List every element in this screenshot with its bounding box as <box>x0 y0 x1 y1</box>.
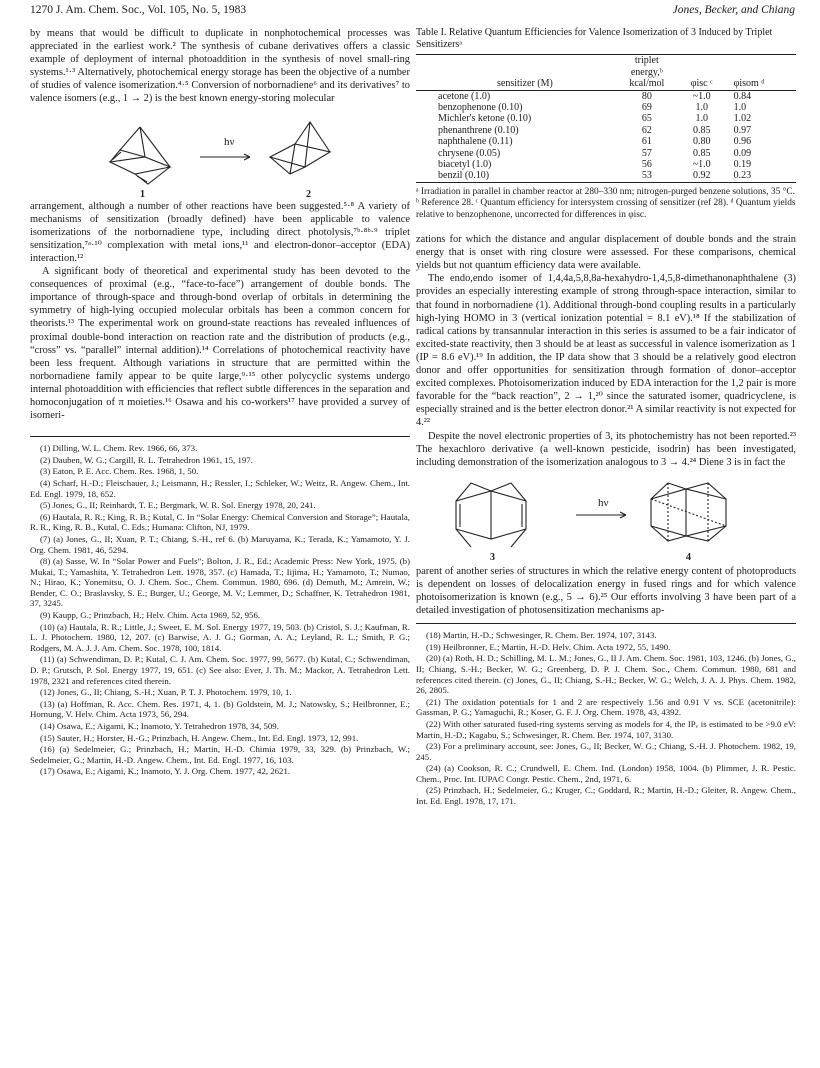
col-header-energy-1: triplet <box>614 55 680 67</box>
table-cell: acetone (1.0) <box>438 90 491 102</box>
table-cell: Michler's ketone (0.10) <box>438 113 532 125</box>
table-cell: 0.84 <box>733 90 752 102</box>
reference: (7) (a) Jones, G., II; Xuan, P. T.; Chiang, S.-H., ref 6. (b) Maruyama, K.; Terada, K.; Yamamoto, Y. J. Org. Chem. 1981, 46, 5294. <box>30 533 410 555</box>
table-cell: benzil (0.10) <box>416 170 614 182</box>
col-header-sensitizer: sensitizer (M) <box>416 78 614 90</box>
col-header-isom: φisom ᵈ <box>724 78 796 90</box>
table-cell: 65 <box>641 113 652 125</box>
left-paragraph-3: A significant body of theoretical and experimental study has been devoted to the consequences of proximal (e.g., “face-to-face”) arrangement of double bonds. The importance of through-space and through-bond overlap of orbitals in determining the symmetry of high-lying occupied molecular orbitals has been a common concern for theorists.¹³ The experimental work on ground-state reactions has revealed influences of proximal double-bond interaction on reaction rate and the distribution of products (e.g., “cross” vs. “parallel” internal addition).¹⁴ Correlations of photochemical reactivity have been less frequent. Although variations in structure that are permitted within the norbornadiene family appear to be quite large,⁹·¹⁵ other polycyclic systems undergo internal photoaddition with efficiencies that reflect subtle differences in the separation and homoconjugation of π moieties.¹⁶ Osawa and his co-workers¹⁷ have provided a survey of isomeri- <box>30 266 410 422</box>
reference: (13) (a) Hoffman, R. Acc. Chem. Res. 1971, 4, 1. (b) Goldstein, M. J.; Natowsky, S.; Heilbronner, E.; Hornung, V. Helv. Chim. Acta 1973, 56, 294. <box>30 698 410 720</box>
right-paragraph-1: zations for which the distance and angular displacement of double bonds and the strain energy that is onset with ring closure were assessed. For these comparisons, chemical yields but not quantum efficiency data were available. <box>416 234 796 272</box>
footnote-rule <box>416 623 796 624</box>
compound-label-3: 3 <box>490 551 495 563</box>
reference: (18) Martin, H.-D.; Schwesinger, R. Chem. Ber. 1974, 107, 3143. <box>426 630 657 641</box>
quantum-efficiency-table <box>416 54 796 182</box>
table-cell: 1.02 <box>733 113 752 125</box>
reference: (24) (a) Cookson, R. C.; Crundwell, E. Chem. Ind. (London) 1958, 1004. (b) Plimmer, J. R. Pestic. Chem., Proc. Int. IUPAC Congr. Pestic. Chem., 2nd, 1971, 6. <box>416 763 796 784</box>
left-paragraph-1: by means that would be difficult to duplicate in nonphotochemical processes was appreciated in the earliest work.² The synthesis of cubane derivatives offers a classic example of deployment of internal photoaddition in the synthesis of novel small-ring systems.¹·³ Alternatively, photochemical energy storage has been the objective of a number of studies of valence isomerization.⁴·⁵ Conversion of norbornadiene⁶ and its derivatives⁷ to valence isomers (e.g., 1 → 2) is the best known energy-storing molecular <box>30 28 410 105</box>
table-cell: 69 <box>641 102 652 114</box>
table-cell: phenanthrene (0.10) <box>438 124 519 136</box>
reference: (4) Scharf, H.-D.; Fleischauer, J.; Leismann, H.; Ressler, I.; Schleker, W.; Weitz, R. Angew. Chem., Int. Ed. Engl. 1979, 18, 652. <box>30 477 410 499</box>
table-cell: 1.0 <box>733 102 747 114</box>
reference: (22) With other saturated fused-ring systems serving as models for 4, the IPᵥ is estimated to be >9.0 eV: Martin, H.-D.; Kagabu, S.; Schwesinger, R. Chem. Ber. 1974, 107, 3130. <box>416 718 796 740</box>
left-column <box>30 27 410 778</box>
author-running-head: Jones, Becker, and Chiang <box>672 4 795 16</box>
table-cell: 1.0 <box>695 102 708 114</box>
table-cell: 61 <box>641 136 652 148</box>
reference: (23) For a preliminary account, see: Jones, G., II; Becker, W. G.; Chiang, S.-H. J. Photochem. 1982, 19, 245. <box>416 741 796 762</box>
compound-label-2: 2 <box>306 188 311 200</box>
table-caption-title: Table I. <box>416 27 447 38</box>
table-cell: 0.85 <box>692 147 711 159</box>
table-cell: 57 <box>641 147 652 159</box>
table-row <box>416 113 796 124</box>
table-cell: benzophenone (0.10) <box>438 102 523 114</box>
table-cell: 0.09 <box>733 147 752 159</box>
table-cell: 0.23 <box>724 170 796 182</box>
reference: (8) (a) Sasse, W. In “Solar Power and Fuels”; Bolton, J. R., Ed.; Academic Press: New York, 1975. (b) Mukai, T.; Yamashita, Y. Tetrahedron Lett. 1978, 357. (c) Hamada, T.; Iijima, H.; Yamamoto, T.; Numao, N.; Hirao, K.; Yonemitsu, O. J. Chem. Soc., Chem. Commun. 1980, 696. (d) Demuth, M.; Amrein, W.; Bender, C. O.; Braslavsky, S. E.; Burger, U.; George, M. V.; Lemmer, D.; Schaffner, K. Tetrahedron 1981, 37, 3245. <box>30 556 410 609</box>
table-cell: 53 <box>614 170 680 182</box>
table-cell: 1.0 <box>695 113 708 125</box>
table-cell: 0.92 <box>680 170 724 182</box>
table-cell: 0.97 <box>733 124 752 136</box>
right-paragraph-4: parent of another series of structures in which the relative energy content of photoproducts is dependent on losses of delocalization energy in fused rings and for which valence photoisomerization is known (e.g., 5 → 6).²⁵ Our efforts involving 3 have been part of a detailed investigation of photosensitization mechanisms ap- <box>416 565 796 617</box>
table-caption <box>416 27 796 51</box>
table-cell: 56 <box>641 159 652 171</box>
reference: (20) (a) Roth, H. D.; Schilling, M. L. M.; Jones, G., II J. Am. Chem. Soc. 1981, 103, 1246. (b) Jones, G., II; Chiang, S.-H.; Becker, W. G.; Greenberg, D. P. J. Chem. Soc., Chem. Commun. 1980, 681 and references cited therein. (c) Jones, G., II; Chiang, S.-H.; Becker, W. G.; Welch, J. A. J. Phys. Chem. 1982, 26, 2805. <box>416 653 796 696</box>
table-cell: 0.19 <box>733 159 752 171</box>
reference: (6) Hautala, R. R.; King, R. B.; Kutal, C. In “Solar Energy: Chemical Conversion and Storage”; Hautala, R. R., King, R. B., Kutal, C. Eds.; Humana: Clifton, NJ, 1979. <box>30 511 410 533</box>
table-cell: 80 <box>641 90 652 102</box>
scheme-3-to-4 <box>416 469 796 565</box>
reference: (14) Osawa, E.; Aigami, K.; Inamoto, Y. Tetrahedron 1978, 34, 509. <box>40 721 279 731</box>
reference: (11) (a) Schwendiman, D. P.; Kutal, C. J. Am. Chem. Soc. 1977, 99, 5677. (b) Kutal, C.; Schwendiman, D. P.; Grutsch, P. Sol. Energy 1977, 19, 651. (c) See also: Ever, J. Th. M.; Mackor, A. Tetrahedron Lett. 1978, 2321 and references cited therein. <box>30 654 410 686</box>
table-cell: naphthalene (0.11) <box>438 136 513 148</box>
right-column <box>416 27 796 808</box>
table-row <box>416 170 796 182</box>
table-row <box>416 90 796 102</box>
reference: (17) Osawa, E.; Aigami, K.; Inamoto, Y. J. Org. Chem. 1977, 42, 2621. <box>40 766 291 777</box>
table-row <box>416 102 796 113</box>
table-cell: ~1.0 <box>692 159 711 171</box>
reference: (12) Jones, G., II; Chiang, S.-H.; Xuan, P. T. J. Photochem. 1979, 10, 1. <box>40 687 292 698</box>
hv-label-2: hν <box>598 496 609 509</box>
table-cell: chrysene (0.05) <box>438 147 501 159</box>
left-references <box>30 443 410 777</box>
norbornadiene-scheme <box>90 112 350 192</box>
col-header-energy-3: kcal/mol <box>614 78 680 90</box>
table-row <box>416 125 796 136</box>
reference: (2) Dauben, W. G.; Cargill, R. L. Tetrahedron 1961, 15, 197. <box>40 454 253 465</box>
hv-label-1: hν <box>224 135 235 148</box>
running-header <box>30 4 795 22</box>
reference: (1) Dilling, W. L. Chem. Rev. 1966, 66, 373. <box>40 443 198 454</box>
journal-citation: 1270 J. Am. Chem. Soc., Vol. 105, No. 5, 1983 <box>30 4 247 16</box>
reference: (16) (a) Sedelmeier, G.; Prinzbach, H.; Martin, H.-D. Chimia 1979, 33, 329. (b) Prinzbach, W.; Sedelmeier, G.; Martin, H.-D. Angew. Chem., Int. Ed. Engl. 1977, 16, 103. <box>30 744 410 765</box>
reference: (3) Eaton, P. E. Acc. Chem. Res. 1968, 1, 50. <box>40 466 199 477</box>
table-row <box>416 159 796 170</box>
reference: (19) Heilbronner, E.; Martin, H.-D. Helv. Chim. Acta 1972, 55, 1490. <box>426 641 671 652</box>
right-paragraph-3: Despite the novel electronic properties of 3, its photochemistry has not been reported.²³ The hexachloro derivative (a well-known pesticide, isodrin) has been investigated, including demonstration of the isomerization analogous to 3 → 4.²⁴ Diene 3 is in fact the <box>416 430 796 468</box>
dimethanonaphthalene-scheme <box>436 471 776 551</box>
table-cell: 0.85 <box>692 124 711 136</box>
table-cell: 0.96 <box>733 136 752 148</box>
table-caption-text: Relative Quantum Efficiencies for Valence Isomerization of 3 Induced by Triplet Sensitizersᵃ <box>416 27 773 51</box>
compound-label-1: 1 <box>140 188 145 200</box>
table-row <box>416 148 796 159</box>
reference: (15) Sauter, H.; Horster, H.-G.; Prinzbach, H. Angew. Chem., Int. Ed. Engl. 1973, 12, 991. <box>40 732 359 743</box>
footnote-rule <box>30 436 410 437</box>
right-references <box>416 630 796 807</box>
col-header-energy-2: energy,ᵇ <box>630 66 663 78</box>
reference: (9) Kaupp, G.; Prinzbach, H.; Helv. Chim. Acta 1969, 52, 956. <box>40 610 261 621</box>
table-cell: 62 <box>641 124 652 136</box>
reference: (25) Prinzbach, H.; Sedelmeier, G.; Kruger, C.; Goddard, R.; Martin, H.-D.; Gleiter, R. Angew. Chem., Int. Ed. Engl. 1978, 17, 171. <box>416 785 796 807</box>
reference: (21) The oxidation potentials for 1 and 2 are respectively 1.56 and 0.91 V vs. SCE (acetonitrile): Gassman, P. G.; Yamaguchi, R.; Koser, G. F. J. Org. Chem. 1978, 43, 4392. <box>416 696 796 718</box>
reference: (5) Jones, G., II; Reinhardt, T. E.; Bergmark, W. R. Sol. Energy 1978, 20, 241. <box>40 500 316 511</box>
scheme-1-to-2 <box>30 106 410 200</box>
table-footnotes: ᵃ Irradiation in parallel in chamber reactor at 280–330 nm; nitrogen-purged benzene solutions, 35 °C. ᵇ Reference 28. ᶜ Quantum efficiency for intersystem crossing of sensitizer (ref 28). ᵈ Quantum yields relative to benzophenone, uncorrected for differences in φisc. <box>416 186 796 220</box>
table-cell: ~1.0 <box>692 90 711 102</box>
col-header-isc: φisc ᶜ <box>680 78 724 90</box>
left-paragraph-2: arrangement, although a number of other reactions have been suggested.⁵·⁸ A variety of mechanisms of sensitization (broadly defined) have been applicable to valence isomerizations of the norbornadiene type, including direct photolysis,⁷ᵇ·⁸ᵇ·⁹ triplet sensitization,⁷ᵃ·¹⁰ complexation with metal ions,¹¹ and electron-donor–acceptor (EDA) interaction.¹² <box>30 200 410 264</box>
compound-label-4: 4 <box>686 551 691 563</box>
right-paragraph-2: The endo,endo isomer of 1,4,4a,5,8,8a-hexahydro-1,4,5,8-dimethanonaphthalene (3) provides an especially interesting example of strong through-space interaction, similar to that found in norbornadiene (1). Additional through-bond coupling results in a particularly high-lying HOMO in 3 (vertical ionization potential = 8.1 eV).¹⁸ If the stabilization of radical cations by transannular interaction in this series is assumed to be a fair indicator of excited-state reactivity, then 3 should be at least as successful in valence isomerization as 1 (IP = 8.6 eV).¹⁹ In addition, the IP data show that 3 should be a relatively good electron donor and offer opportunities for sensitization through formation of donor–acceptor excited complexes. Photoisomerization induced by EDA interaction for the 1,2 pair is more favorable for the “back reaction”, 2 → 1,²⁰ since the saturated isomer, quadricyclene, is especially strained and is the better electron donor.²¹ A similar reactivity is not expected for 4.²² <box>416 273 796 429</box>
reference: (10) (a) Hautala, R. R.; Little, J.; Sweet, E. M. Sol. Energy 1977, 19, 503. (b) Cristol, S. J.; Kaufman, R. L. J. Photochem. 1980, 12, 207. (c) Barwise, A. J. G.; Gorman, A. A.; Leyland, R. L.; Smith, P. G.; Rodgers, M. A. J. J. Am. Chem. Soc. 1978, 100, 1814. <box>30 621 410 653</box>
table-row <box>416 136 796 147</box>
table-cell: biacetyl (1.0) <box>438 159 492 171</box>
table-cell: 0.80 <box>692 136 711 148</box>
